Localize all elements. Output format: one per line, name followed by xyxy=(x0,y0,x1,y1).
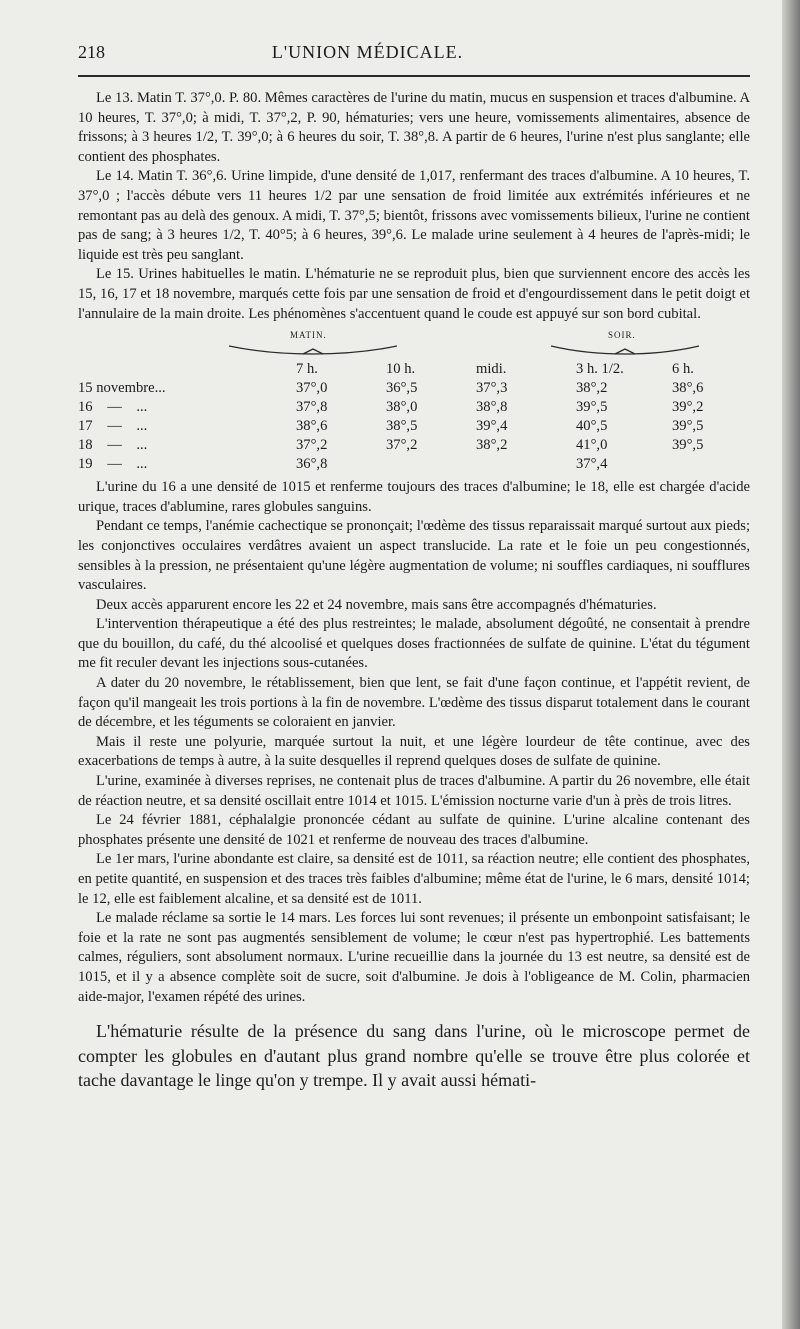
cell xyxy=(672,455,750,474)
cell: 37°,8 xyxy=(296,399,328,416)
cell: 38°,6 xyxy=(672,380,704,397)
paragraph: A dater du 20 novembre, le rétablissement, bien que lent, se fait d'une façon continue, et l'appétit revient, de façon qu'il mangeait les trois portions à la fin de novembre. L'œdème des tissus disparut totalement dans le courant de décembre, et les téguments se coloraient en janvier. xyxy=(78,675,750,731)
table-row xyxy=(78,417,750,436)
row-label: 17 — ... xyxy=(78,418,148,435)
cell: 37°,2 xyxy=(386,437,418,454)
paragraph: Le 14. Matin T. 36°,6. Urine limpide, d'une densité de 1,017, renfermant des traces d'albumine. A 10 heures, T. 37°,0 ; l'accès débute vers 11 heures 1/2 par une sensation de froid limitée aux extrémités inférieures et ne remontant pas au delà des genoux. A midi, T. 37°,5; bientôt, frissons avec vomissements bilieux, l'urine ne contient pas de sang; à 3 heures 1/2, T. 40°5; à 6 heures, 39°,6. Le malade urine seulement à 4 heures de l'après-midi; le liquide est très peu sanglant. xyxy=(78,168,750,263)
paragraph: Le 15. Urines habituelles le matin. L'hématurie ne se reproduit plus, bien que surviennent encore des accès les 15, 16, 17 et 18 novembre, marqués cette fois par une sensation de froid et d'engourdissement dans le petit doigt et l'annulaire de la main droite. Les phénomènes s'accentuent quand le coude est appuyé sur son bord cubital. xyxy=(78,266,750,322)
table-row xyxy=(78,455,750,474)
cell: 39°,2 xyxy=(672,399,704,416)
table-row xyxy=(78,398,750,417)
row-label: 16 — ... xyxy=(78,399,148,416)
paragraph: Le 1er mars, l'urine abondante est claire, sa densité est de 1011, sa réaction neutre; elle contient des phosphates, en petite quantité, en suspension et des traces très faibles d'albumine; même état de l'urine, le 6 mars, densité 1014; le 12, elle est faiblement alcaline, et sa densité est de 1011. xyxy=(78,851,750,907)
page-header xyxy=(78,42,750,63)
cell: 39°,5 xyxy=(672,418,704,435)
cell xyxy=(476,455,576,474)
group-label-matin: MATIN. xyxy=(290,330,327,341)
temperature-grid xyxy=(78,360,750,474)
paragraph: L'urine, examinée à diverses reprises, ne contenait plus de traces d'albumine. A partir du 26 novembre, elle était de réaction neutre, et sa densité oscillait entre 1014 et 1015. L'émission nocturne varie d'un à près de trois litres. xyxy=(78,773,750,809)
paragraph: Le 24 février 1881, céphalalgie prononcée cédant au sulfate de quinine. L'urine alcaline contenant des phosphates présente une densité de 1021 et renferme de nouveau des traces d'albumine. xyxy=(78,812,750,848)
paragraph: Le malade réclame sa sortie le 14 mars. Les forces lui sont revenues; il présente un embonpoint satisfaisant; le foie et la rate ne sont pas augmentés sensiblement de volume; le cœur n'est pas hypertrophié. Les battements calmes, réguliers, sont absolument normaux. L'urine recueillie dans la journée du 13 est neutre, sa densité est de 1015, et il y a absence complète soit de sucre, soit d'albumine. Je dois à l'obligeance de M. Colin, pharmacien aide-major, l'examen répété des urines. xyxy=(78,910,750,1005)
temperature-table xyxy=(78,330,750,474)
brace-soir xyxy=(550,344,700,356)
page-edge-shadow xyxy=(782,0,800,1329)
group-label-soir: SOIR. xyxy=(608,330,636,341)
body-text-before xyxy=(78,89,750,324)
paragraph: L'intervention thérapeutique a été des plus restreintes; le malade, absolument dégoûté, ne consentait à prendre que du bouillon, du café, du thé alcoolisé et quelques doses fractionnées de sulfate de quinine. L'état du tégument me fit reculer devant les injections sous-cutanées. xyxy=(78,616,750,672)
cell: 37°,4 xyxy=(576,456,608,473)
cell: 38°,6 xyxy=(296,418,328,435)
cell: 39°,5 xyxy=(576,399,608,416)
column-header: 7 h. xyxy=(296,361,318,378)
cell: 40°,5 xyxy=(576,418,608,435)
cell: 36°,5 xyxy=(386,380,418,397)
paragraph: Pendant ce temps, l'anémie cachectique se prononçait; l'œdème des tissus reparaissait marqué surtout aux pieds; les conjonctives occulaires verdâtres avaient un aspect translucide. La rate et le foie un peu congestionnés, sensibles à la pression, ne présentaient qu'une légère augmentation de volume; ni souffles cardiaques, ni soufflures vasculaires. xyxy=(78,518,750,594)
header-rule xyxy=(78,75,750,77)
paragraph: L'urine du 16 a une densité de 1015 et renferme toujours des traces d'albumine; le 18, elle est chargée d'acide urique, traces d'ablumine, rares globules sanguins. xyxy=(78,479,750,515)
column-header: midi. xyxy=(476,361,507,378)
table-group-header xyxy=(78,330,750,360)
cell: 39°,5 xyxy=(672,437,704,454)
column-header: 6 h. xyxy=(672,361,694,378)
row-label: 19 — ... xyxy=(78,456,148,473)
cell: 37°,3 xyxy=(476,380,508,397)
cell: 38°,2 xyxy=(476,437,508,454)
row-label: 15 novembre... xyxy=(78,380,166,397)
column-header: 10 h. xyxy=(386,361,416,378)
cell: 39°,4 xyxy=(476,418,508,435)
final-paragraph-block xyxy=(78,1019,750,1093)
corner-cell xyxy=(78,360,296,379)
cell: 38°,0 xyxy=(386,399,418,416)
running-title: L'UNION MÉDICALE. xyxy=(271,42,464,62)
body-text-after xyxy=(78,478,750,1007)
final-paragraph: L'hématurie résulte de la présence du sang dans l'urine, où le microscope permet de compter les globules en d'autant plus grand nombre qu'elle se trouve être plus colorée et tache davantage le linge qu'on y trempe. Il y avait aussi hémati- xyxy=(78,1021,750,1091)
row-label: 18 — ... xyxy=(78,437,148,454)
column-header: 3 h. 1/2. xyxy=(576,361,624,378)
cell: 38°,5 xyxy=(386,418,418,435)
table-header-row xyxy=(78,360,750,379)
cell xyxy=(386,455,476,474)
paragraph: Le 13. Matin T. 37°,0. P. 80. Mêmes caractères de l'urine du matin, mucus en suspension et traces d'albumine. A 10 heures, T. 37°,0; à midi, T. 37°,2, P. 90, hématuries; vers une heure, vomissements alimentaires, absence de frissons; à 3 heures 1/2, T. 39°,0; à 6 heures du soir, T. 38°,8. A partir de 6 heures, l'urine n'est plus sanglante; elle contient des phosphates. xyxy=(78,90,750,165)
page-number: 218 xyxy=(78,42,105,62)
paragraph: Mais il reste une polyurie, marquée surtout la nuit, et une légère lourdeur de tête continue, avec des exacerbations de temps à autre, à la suite desquelles il reprend quelques doses de sulfate de quinine. xyxy=(78,733,750,770)
cell: 38°,8 xyxy=(476,399,508,416)
table-row xyxy=(78,379,750,398)
cell: 41°,0 xyxy=(576,437,608,454)
cell: 37°,2 xyxy=(296,437,328,454)
cell: 37°,0 xyxy=(296,380,328,397)
paragraph: Deux accès apparurent encore les 22 et 24 novembre, mais sans être accompagnés d'hématuries. xyxy=(96,596,657,613)
cell: 38°,2 xyxy=(576,380,608,397)
table-row xyxy=(78,436,750,455)
cell: 36°,8 xyxy=(296,456,328,473)
brace-matin xyxy=(228,344,398,356)
